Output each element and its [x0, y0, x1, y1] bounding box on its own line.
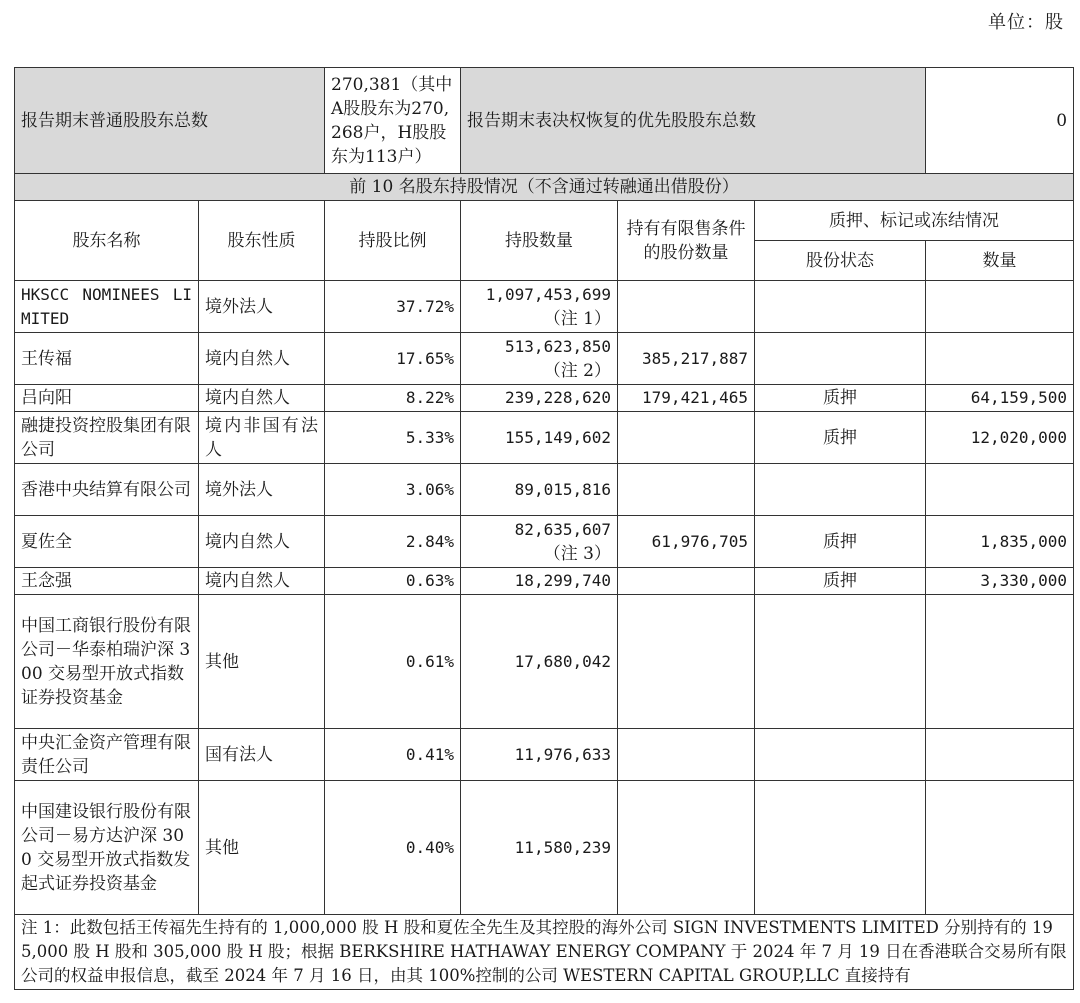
holder-ratio: 3.06% [325, 464, 461, 516]
section-title-row [15, 174, 1074, 201]
header-pledge-amount: 数量 [926, 241, 1074, 281]
holder-restricted [618, 281, 755, 333]
holder-pledge-amount: 3,330,000 [926, 568, 1074, 595]
holder-pledge-amount [926, 781, 1074, 915]
holder-nature: 境内自然人 [199, 333, 325, 385]
quantity-note: （注 3） [543, 543, 611, 564]
table-row [15, 333, 1074, 385]
holder-pledge-amount: 64,159,500 [926, 385, 1074, 412]
holder-restricted [618, 568, 755, 595]
holder-quantity: 155,149,602 [461, 412, 618, 464]
unit-label: 单位：股 [988, 12, 1064, 33]
header-restricted: 持有有限售条件的股份数量 [618, 201, 755, 281]
table-row [15, 568, 1074, 595]
holder-pledge-amount [926, 333, 1074, 385]
holder-quantity: 239,228,620 [461, 385, 618, 412]
holder-ratio: 8.22% [325, 385, 461, 412]
holder-restricted [618, 781, 755, 915]
table-row [15, 385, 1074, 412]
table-row [15, 412, 1074, 464]
holder-nature: 境内自然人 [199, 385, 325, 412]
quantity-value: 1,097,453,699 [485, 284, 611, 304]
table-row [15, 781, 1074, 915]
holder-pledge-amount: 12,020,000 [926, 412, 1074, 464]
quantity-value: 513,623,850 [505, 336, 611, 356]
holder-restricted [618, 412, 755, 464]
holder-quantity [461, 281, 618, 333]
holder-nature: 境外法人 [199, 281, 325, 333]
header-pledge-group: 质押、标记或冻结情况 [755, 201, 1074, 241]
holder-pledge-status [755, 595, 926, 729]
table-row [15, 595, 1074, 729]
holder-name: 王传福 [15, 333, 199, 385]
summary-row [15, 68, 1074, 174]
holder-quantity: 11,580,239 [461, 781, 618, 915]
holder-ratio: 0.61% [325, 595, 461, 729]
holder-name: 夏佐全 [15, 516, 199, 568]
holder-name: 融捷投资控股集团有限公司 [15, 412, 199, 464]
holder-pledge-status: 质押 [755, 385, 926, 412]
holder-nature: 境外法人 [199, 464, 325, 516]
holder-nature: 境内自然人 [199, 516, 325, 568]
holder-ratio: 2.84% [325, 516, 461, 568]
holder-ratio: 5.33% [325, 412, 461, 464]
holder-name: 中国工商银行股份有限公司－华泰柏瑞沪深 300 交易型开放式指数证券投资基金 [15, 595, 199, 729]
holder-restricted [618, 464, 755, 516]
footnote: 注 1：此数包括王传福先生持有的 1,000,000 股 H 股和夏佐全先生及其控股的海外公司 SIGN INVESTMENTS LIMITED 分别持有的 195,000 股 H 股和 305,000 股 H 股；根据 BERKSHIRE HATHAWAY ENERGY COMPANY 于 2024 年 7 月 19 日在香港联合交易所有限公司的权益申报信息，截至 2024 年 7 月 16 日，由其 100%控制的公司 WESTERN CAPITAL GROUP,LLC 直接持有 [15, 915, 1074, 990]
note-row [15, 915, 1074, 990]
holder-pledge-status [755, 729, 926, 781]
holder-name: 中国建设银行股份有限公司－易方达沪深 300 交易型开放式指数发起式证券投资基金 [15, 781, 199, 915]
holder-quantity: 89,015,816 [461, 464, 618, 516]
holder-nature: 境内非国有法人 [199, 412, 325, 464]
holder-restricted [618, 595, 755, 729]
holder-quantity: 11,976,633 [461, 729, 618, 781]
header-nature: 股东性质 [199, 201, 325, 281]
holder-ratio: 17.65% [325, 333, 461, 385]
holder-pledge-amount [926, 729, 1074, 781]
holder-pledge-status [755, 781, 926, 915]
header-row [15, 201, 1074, 241]
holder-ratio: 0.63% [325, 568, 461, 595]
quantity-note: （注 1） [543, 308, 611, 329]
table-row [15, 516, 1074, 568]
holder-pledge-status: 质押 [755, 412, 926, 464]
table-row [15, 729, 1074, 781]
holder-ratio: 0.40% [325, 781, 461, 915]
holder-pledge-amount [926, 595, 1074, 729]
holder-ratio: 37.72% [325, 281, 461, 333]
holder-quantity [461, 333, 618, 385]
holder-nature: 其他 [199, 595, 325, 729]
holder-name: 王念强 [15, 568, 199, 595]
header-pledge-status: 股份状态 [755, 241, 926, 281]
holder-pledge-status: 质押 [755, 516, 926, 568]
holder-quantity [461, 516, 618, 568]
total-holders-label: 报告期末普通股股东总数 [15, 68, 325, 174]
header-ratio: 持股比例 [325, 201, 461, 281]
header-quantity: 持股数量 [461, 201, 618, 281]
holder-restricted: 385,217,887 [618, 333, 755, 385]
holder-restricted: 61,976,705 [618, 516, 755, 568]
holder-name: HKSCC NOMINEES LIMITED [15, 281, 199, 333]
holder-name: 吕向阳 [15, 385, 199, 412]
holder-pledge-status: 质押 [755, 568, 926, 595]
preferred-holders-label: 报告期末表决权恢复的优先股股东总数 [461, 68, 926, 174]
holder-nature: 境内自然人 [199, 568, 325, 595]
holder-pledge-amount [926, 281, 1074, 333]
holder-pledge-status [755, 333, 926, 385]
holder-pledge-amount: 1,835,000 [926, 516, 1074, 568]
holder-pledge-amount [926, 464, 1074, 516]
holder-quantity: 18,299,740 [461, 568, 618, 595]
table-row [15, 464, 1074, 516]
holder-name: 中央汇金资产管理有限责任公司 [15, 729, 199, 781]
holder-restricted [618, 729, 755, 781]
quantity-value: 82,635,607 [514, 519, 611, 539]
holder-quantity: 17,680,042 [461, 595, 618, 729]
holder-pledge-status [755, 464, 926, 516]
table-row [15, 281, 1074, 333]
holder-name: 香港中央结算有限公司 [15, 464, 199, 516]
holder-pledge-status [755, 281, 926, 333]
shareholder-table [14, 67, 1074, 990]
holder-nature: 其他 [199, 781, 325, 915]
total-holders-value: 270,381（其中A股股东为270,268户，H股股东为113户） [325, 68, 461, 174]
holder-nature: 国有法人 [199, 729, 325, 781]
holder-restricted: 179,421,465 [618, 385, 755, 412]
quantity-note: （注 2） [543, 360, 611, 381]
section-title: 前 10 名股东持股情况（不含通过转融通出借股份） [15, 174, 1074, 201]
header-name: 股东名称 [15, 201, 199, 281]
holder-ratio: 0.41% [325, 729, 461, 781]
preferred-holders-value: 0 [926, 68, 1074, 174]
